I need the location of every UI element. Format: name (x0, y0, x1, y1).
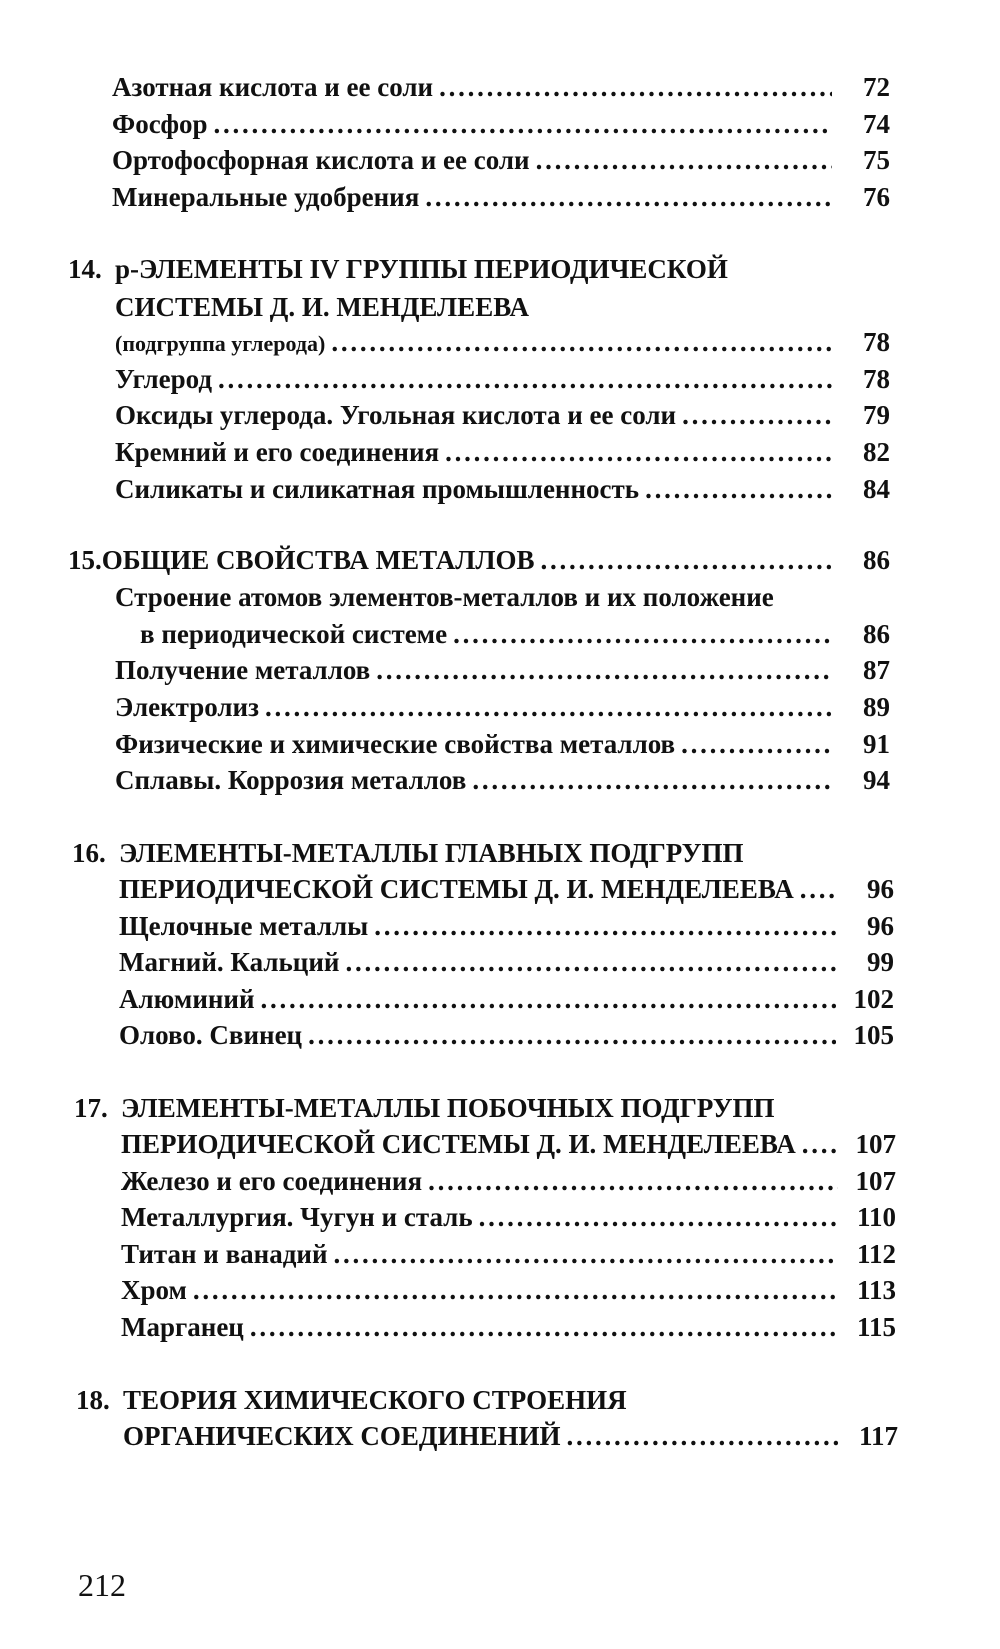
toc-entry[interactable] (115, 470, 890, 508)
leader-dots (682, 396, 832, 434)
toc-entry[interactable] (112, 105, 890, 143)
toc-entry[interactable] (115, 433, 890, 471)
leader-dots (218, 360, 832, 398)
toc-entry[interactable] (119, 907, 894, 945)
toc-entry-page: 105 (853, 1020, 894, 1050)
chapter-page: 78 (863, 327, 890, 357)
toc-entry[interactable] (115, 578, 890, 616)
leader-dots (439, 68, 832, 106)
toc-entry[interactable] (115, 725, 890, 763)
toc-entry[interactable] (115, 688, 890, 726)
toc-entry[interactable] (121, 1308, 896, 1346)
chapter-page: 107 (855, 1129, 896, 1159)
chapter-number: 18. (76, 1385, 110, 1415)
chapter-title: ПЕРИОДИЧЕСКОЙ СИСТЕМЫ Д. И. МЕНДЕЛЕЕВА (119, 874, 794, 904)
leader-dots (261, 980, 836, 1018)
toc-entry-page: 115 (856, 1312, 896, 1342)
toc-entry-page: 84 (863, 474, 890, 504)
chapter-title-continued (115, 288, 890, 326)
toc-entry[interactable] (112, 141, 890, 179)
leader-dots (334, 1235, 838, 1273)
leader-dots (428, 1162, 838, 1200)
toc-entry-title: Силикаты и силикатная промышленность (115, 474, 640, 504)
chapter-heading-16[interactable] (72, 834, 894, 872)
toc-entry-title: в периодической системе (140, 619, 448, 649)
chapter-title-continued[interactable] (121, 1125, 896, 1163)
toc-entry-title: Марганец (121, 1312, 244, 1342)
chapter-subtitle: (подгруппа углерода) (115, 331, 326, 356)
toc-entry[interactable] (119, 1016, 894, 1054)
toc-entry-title: Углерод (115, 364, 213, 394)
toc-entry-page: 91 (863, 729, 890, 759)
chapter-number: 15. (68, 545, 102, 575)
toc-entry[interactable] (121, 1198, 896, 1236)
chapter-title: ОРГАНИЧЕСКИХ СОЕДИНЕНИЙ (123, 1421, 561, 1451)
toc-entry-page: 79 (863, 400, 890, 430)
chapter-title-continued[interactable] (119, 870, 894, 908)
toc-entry-page: 75 (863, 145, 890, 175)
leader-dots (250, 1308, 838, 1346)
chapter-title: ПЕРИОДИЧЕСКОЙ СИСТЕМЫ Д. И. МЕНДЕЛЕЕВА (121, 1129, 796, 1159)
leader-dots (566, 1417, 840, 1455)
leader-dots (193, 1271, 838, 1309)
toc-entry-title: Щелочные металлы (119, 911, 369, 941)
toc-entry[interactable] (115, 360, 890, 398)
chapter-title: p-ЭЛЕМЕНТЫ IV ГРУППЫ ПЕРИОДИЧЕСКОЙ (115, 254, 728, 284)
chapter-page: 86 (863, 545, 890, 575)
leader-dots (541, 541, 833, 579)
toc-entry-page: 76 (863, 182, 890, 212)
toc-entry-page: 113 (856, 1275, 896, 1305)
toc-entry-title: Кремний и его соединения (115, 437, 440, 467)
leader-dots (800, 870, 836, 908)
leader-dots (453, 615, 832, 653)
toc-entry-title: Минеральные удобрения (112, 182, 420, 212)
chapter-page: 96 (867, 874, 894, 904)
toc-entry-title: Азотная кислота и ее соли (112, 72, 434, 102)
toc-entry-page: 89 (863, 692, 890, 722)
leader-dots (681, 725, 832, 763)
leader-dots (425, 178, 832, 216)
toc-entry-page: 96 (867, 911, 894, 941)
toc-entry-title: Металлургия. Чугун и сталь (121, 1202, 473, 1232)
toc-entry[interactable] (112, 68, 890, 106)
chapter-title: ЭЛЕМЕНТЫ-МЕТАЛЛЫ ГЛАВНЫХ ПОДГРУПП (119, 838, 744, 868)
leader-dots (376, 651, 832, 689)
page-number: 212 (78, 1567, 126, 1603)
toc-entry-page: 82 (863, 437, 890, 467)
toc-entry-title: Ортофосфорная кислота и ее соли (112, 145, 530, 175)
toc-entry-page: 78 (863, 364, 890, 394)
toc-entry-title: Титан и ванадий (121, 1239, 328, 1269)
chapter-heading-18[interactable] (76, 1381, 898, 1419)
toc-entry-title: Оксиды углерода. Угольная кислота и ее соли (115, 400, 677, 430)
toc-entry-title: Магний. Кальций (119, 947, 340, 977)
leader-dots (479, 1198, 838, 1236)
toc-entry[interactable] (115, 396, 890, 434)
toc-entry[interactable] (119, 943, 894, 981)
chapter-title: ТЕОРИЯ ХИМИЧЕСКОГО СТРОЕНИЯ (123, 1385, 627, 1415)
chapter-page: 117 (858, 1421, 898, 1451)
leader-dots (308, 1016, 836, 1054)
toc-entry-title: Алюминий (119, 984, 255, 1014)
leader-dots (802, 1125, 838, 1163)
toc-entry-title: Железо и его соединения (121, 1166, 423, 1196)
toc-entry-page: 99 (867, 947, 894, 977)
leader-dots (331, 323, 832, 361)
toc-entry[interactable] (112, 178, 890, 216)
toc-entry-title: Фосфор (112, 109, 208, 139)
toc-entry-page: 87 (863, 655, 890, 685)
toc-entry[interactable] (115, 761, 890, 799)
chapter-title-continued[interactable] (115, 323, 890, 361)
toc-entry-title: Олово. Свинец (119, 1020, 303, 1050)
toc-entry-page: 102 (853, 984, 894, 1014)
toc-entry[interactable] (119, 980, 894, 1018)
leader-dots (345, 943, 836, 981)
toc-entry-page: 72 (863, 72, 890, 102)
leader-dots (374, 907, 836, 945)
toc-entry-title: Хром (121, 1275, 187, 1305)
leader-dots (445, 433, 832, 471)
toc-entry-page: 112 (856, 1239, 896, 1269)
leader-dots (472, 761, 832, 799)
toc-entry-title: Строение атомов элементов-металлов и их положение (115, 582, 774, 612)
chapter-title-continued[interactable] (123, 1417, 898, 1455)
toc-entry-page: 86 (863, 619, 890, 649)
toc-entry-continued[interactable] (140, 615, 890, 653)
leader-dots (536, 141, 832, 179)
toc-entry-page: 107 (855, 1166, 896, 1196)
leader-dots (214, 105, 832, 143)
toc-entry-title: Физические и химические свойства металлов (115, 729, 676, 759)
toc-entry-title: Сплавы. Коррозия металлов (115, 765, 467, 795)
toc-entry[interactable] (121, 1235, 896, 1273)
chapter-number: 14. (68, 254, 102, 284)
toc-entry[interactable] (115, 651, 890, 689)
toc-entry-title: Электролиз (115, 692, 259, 722)
chapter-heading-14[interactable] (68, 250, 890, 288)
toc-entry-page: 94 (863, 765, 890, 795)
leader-dots (265, 688, 832, 726)
toc-entry-page: 110 (856, 1202, 896, 1232)
chapter-title: ОБЩИЕ СВОЙСТВА МЕТАЛЛОВ (101, 545, 535, 575)
toc-entry[interactable] (121, 1162, 896, 1200)
chapter-heading-15[interactable] (68, 541, 890, 579)
chapter-title: ЭЛЕМЕНТЫ-МЕТАЛЛЫ ПОБОЧНЫХ ПОДГРУПП (121, 1093, 775, 1123)
toc-entry-title: Получение металлов (115, 655, 371, 685)
chapter-heading-17[interactable] (74, 1089, 896, 1127)
chapter-number: 16. (72, 838, 106, 868)
toc-entry[interactable] (121, 1271, 896, 1309)
toc-entry-page: 74 (863, 109, 890, 139)
chapter-title: СИСТЕМЫ Д. И. МЕНДЕЛЕЕВА (115, 292, 530, 322)
chapter-number: 17. (74, 1093, 108, 1123)
leader-dots (645, 470, 832, 508)
